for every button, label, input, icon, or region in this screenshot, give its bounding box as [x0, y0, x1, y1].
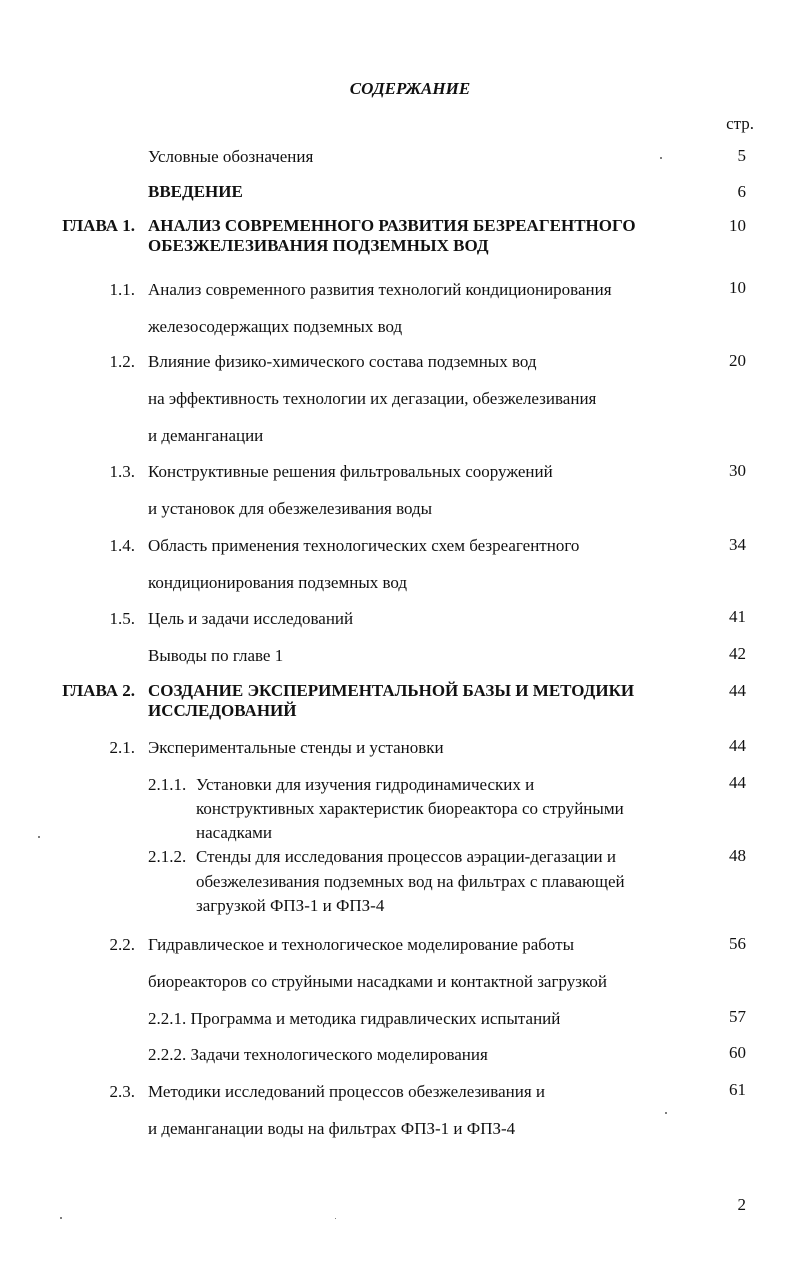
toc-entry-page: 44 — [729, 681, 746, 700]
page-column-header: стр. — [726, 114, 754, 133]
toc-subentry-line: конструктивных характеристик биореактора со струйными — [196, 799, 624, 818]
toc-subentry-label: 2.1.1. — [148, 775, 187, 794]
toc-entry-page: 20 — [729, 351, 746, 370]
toc-entry-text: ВВЕДЕНИЕ — [148, 182, 243, 201]
toc-entry-text: Выводы по главе 1 — [148, 646, 284, 665]
toc-entry-page: 41 — [729, 607, 746, 626]
toc-entry-line: на эффективность технологии их дегазации, обезжелезивания — [148, 389, 597, 408]
toc-chapter-label: ГЛАВА 1. — [62, 216, 135, 235]
toc-entry-line: Влияние физико-химического состава подземных вод — [148, 352, 537, 371]
toc-subentry-line: насадками — [196, 823, 272, 842]
toc-entry-page: 5 — [737, 146, 746, 165]
scan-speck — [335, 1218, 336, 1219]
toc-entry-line: Гидравлическое и технологическое моделирование работы — [148, 935, 575, 954]
toc-entry-page: 34 — [729, 535, 746, 554]
page-number: 2 — [737, 1195, 746, 1214]
toc-entry-label: 1.4. — [109, 536, 135, 555]
toc-subentry-text: 2.2.1. Программа и методика гидравлических испытаний — [148, 1009, 561, 1028]
toc-subentry-text: 2.2.2. Задачи технологического моделирования — [148, 1045, 488, 1064]
toc-entry-line: и установок для обезжелезивания воды — [148, 499, 433, 518]
toc-entry-page: 30 — [729, 461, 746, 480]
toc-title: СОДЕРЖАНИЕ — [349, 79, 471, 98]
toc-subentry-line: Установки для изучения гидродинамических и — [196, 775, 535, 794]
toc-entry-label: 2.1. — [109, 738, 135, 757]
toc-entry-line: Цель и задачи исследований — [148, 609, 354, 628]
toc-chapter-title-line: СОЗДАНИЕ ЭКСПЕРИМЕНТАЛЬНОЙ БАЗЫ И МЕТОДИКИ — [148, 681, 635, 700]
toc-entry-label: 2.3. — [109, 1082, 135, 1101]
toc-entry-label: 1.2. — [109, 352, 135, 371]
toc-entry-page: 10 — [729, 278, 746, 297]
toc-entry-line: и деманганации — [148, 426, 264, 445]
toc-entry-page: 44 — [729, 736, 746, 755]
toc-entry-line: железосодержащих подземных вод — [148, 317, 403, 336]
toc-entry-line: и деманганации воды на фильтрах ФПЗ-1 и ФПЗ-4 — [148, 1119, 516, 1138]
toc-entry-line: биореакторов со струйными насадками и контактной загрузкой — [148, 972, 607, 991]
toc-entry-page: 61 — [729, 1080, 746, 1099]
toc-entry-line: Методики исследований процессов обезжелезивания и — [148, 1082, 545, 1101]
scan-speck — [665, 1112, 667, 1114]
toc-entry-page: 57 — [729, 1007, 746, 1026]
toc-entry-label: 2.2. — [109, 935, 135, 954]
toc-subentry-line: загрузкой ФПЗ-1 и ФПЗ-4 — [196, 896, 385, 915]
scan-speck — [60, 1217, 62, 1219]
toc-entry-line: кондиционирования подземных вод — [148, 573, 408, 592]
toc-entry-page: 42 — [729, 644, 746, 663]
toc-entry-page: 44 — [729, 773, 746, 792]
scan-speck — [38, 836, 40, 838]
scan-speck — [660, 157, 662, 159]
toc-entry-page: 56 — [729, 934, 746, 953]
toc-entry-line: Анализ современного развития технологий кондиционирования — [148, 280, 612, 299]
toc-entry-line: Конструктивные решения фильтровальных сооружений — [148, 462, 553, 481]
toc-entry-text: Условные обозначения — [148, 147, 314, 166]
toc-entry-page: 60 — [729, 1043, 746, 1062]
toc-entry-label: 1.5. — [109, 609, 135, 628]
toc-chapter-title-line: АНАЛИЗ СОВРЕМЕННОГО РАЗВИТИЯ БЕЗРЕАГЕНТНОГО — [148, 216, 636, 235]
toc-entry-label: 1.1. — [109, 280, 135, 299]
toc-subentry-line: Стенды для исследования процессов аэрации-дегазации и — [196, 847, 616, 866]
toc-entry-line: Экспериментальные стенды и установки — [148, 738, 444, 757]
toc-entry-page: 48 — [729, 846, 746, 865]
toc-entry-page: 6 — [737, 182, 746, 201]
toc-subentry-line: обезжелезивания подземных вод на фильтрах с плавающей — [196, 872, 625, 891]
toc-entry-line: Область применения технологических схем безреагентного — [148, 536, 580, 555]
toc-chapter-title-line: ИССЛЕДОВАНИЙ — [148, 701, 297, 720]
toc-chapter-label: ГЛАВА 2. — [62, 681, 135, 700]
toc-subentry-label: 2.1.2. — [148, 847, 187, 866]
toc-entry-label: 1.3. — [109, 462, 135, 481]
toc-entry-page: 10 — [729, 216, 746, 235]
toc-chapter-title-line: ОБЕЗЖЕЛЕЗИВАНИЯ ПОДЗЕМНЫХ ВОД — [148, 236, 489, 255]
